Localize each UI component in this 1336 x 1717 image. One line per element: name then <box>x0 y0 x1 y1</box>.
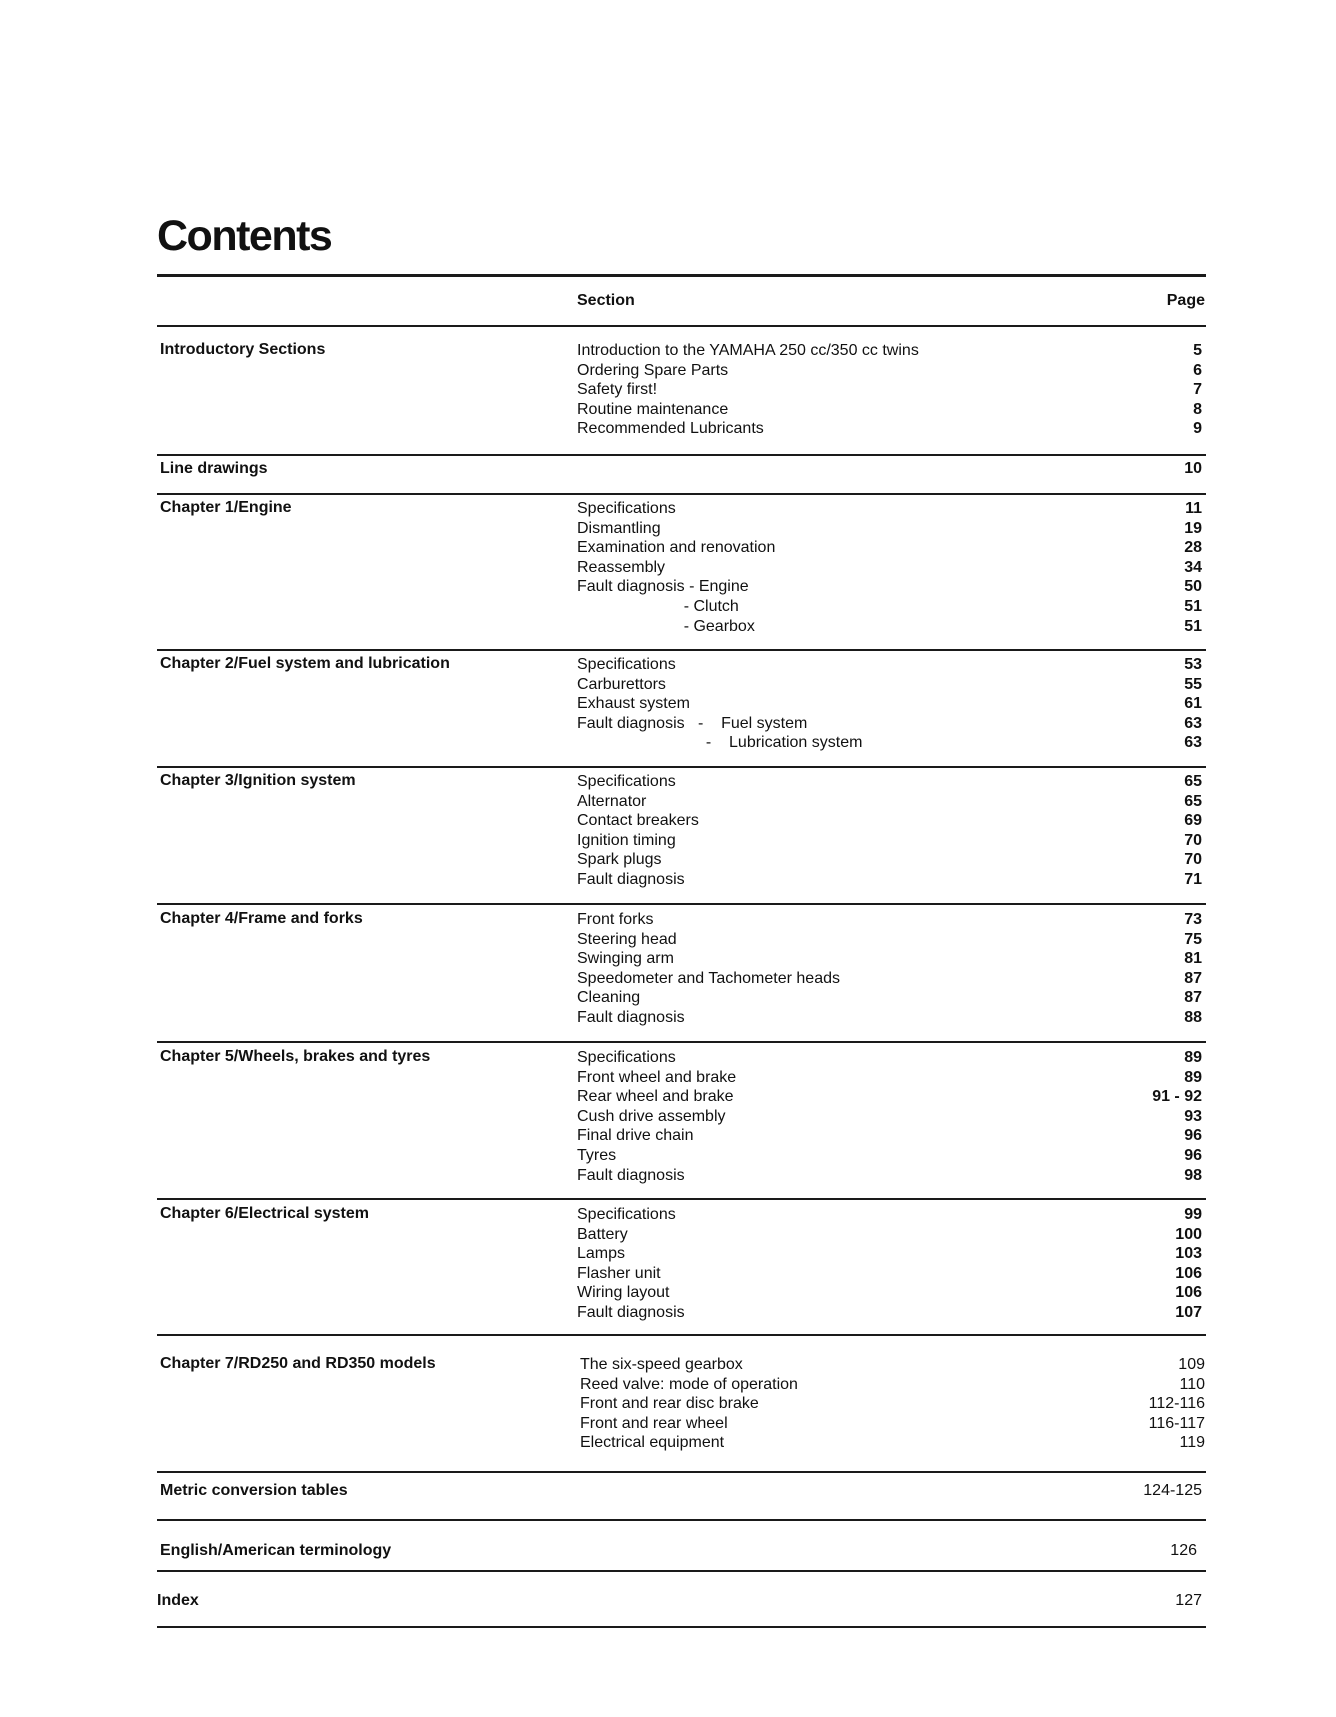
entry-page: 87 <box>1184 989 1202 1007</box>
toc-entry <box>577 850 1206 870</box>
entry-title: Examination and renovation <box>577 539 776 557</box>
entry-title: Recommended Lubricants <box>577 420 764 438</box>
toc-entry <box>577 930 1206 950</box>
toc-entry <box>577 714 1206 734</box>
group-divider <box>157 1041 1206 1043</box>
toc-entry <box>577 831 1206 851</box>
group-divider <box>157 766 1206 768</box>
entry-page: 53 <box>1184 656 1202 673</box>
toc-entry <box>577 1283 1206 1303</box>
group-divider <box>157 1519 1206 1521</box>
entry-page: 107 <box>1175 1303 1202 1321</box>
toc-entry <box>577 558 1206 578</box>
entry-title: Contact breakers <box>577 812 699 830</box>
entry-page: 110 <box>1179 1375 1205 1393</box>
entry-title: Exhaust system <box>577 695 690 713</box>
entry-page: 63 <box>1184 714 1202 732</box>
group-label: Chapter 5/Wheels, brakes and tyres <box>160 1048 431 1065</box>
group-label: Introductory Sections <box>160 341 326 358</box>
entry-title: Front forks <box>577 911 654 928</box>
toc-entry <box>577 655 1206 675</box>
entry-title: Spark plugs <box>577 851 662 869</box>
entry-page: 34 <box>1184 558 1202 576</box>
toc-entry <box>577 1244 1206 1264</box>
entry-title: Battery <box>577 1225 628 1243</box>
entry-page: 87 <box>1184 969 1202 987</box>
group-divider <box>157 1570 1206 1572</box>
entry-page: 106 <box>1175 1284 1202 1302</box>
toc-entry <box>577 1146 1206 1166</box>
entry-title: Swinging arm <box>577 950 674 968</box>
header-bottom-rule <box>157 325 1206 327</box>
group-divider <box>157 1334 1206 1336</box>
page-bottom-rule <box>157 1626 1206 1628</box>
entry-page: 75 <box>1184 930 1202 948</box>
entry-page: 112-116 <box>1148 1395 1205 1413</box>
entry-title: Wiring layout <box>577 1284 670 1302</box>
entry-title: Fault diagnosis - Fuel system <box>577 714 808 732</box>
entry-page: 100 <box>1175 1225 1202 1243</box>
toc-entry <box>577 1225 1206 1245</box>
toc-entry <box>577 910 1206 930</box>
group-divider <box>157 903 1206 905</box>
entry-page: 73 <box>1184 911 1202 928</box>
toc-entry <box>577 870 1206 890</box>
entry-title: Fault diagnosis - Engine <box>577 578 749 596</box>
entry-page: 50 <box>1184 578 1202 596</box>
toc-entry <box>580 1375 1209 1395</box>
toc-entry <box>577 733 1206 753</box>
entry-page: 61 <box>1184 695 1202 713</box>
entry-title: Reassembly <box>577 558 666 576</box>
entry-page: 89 <box>1184 1068 1202 1086</box>
entry-page: 63 <box>1184 734 1202 752</box>
toc-entry <box>577 577 1206 597</box>
entry-title: Lamps <box>577 1245 626 1263</box>
toc-entry <box>577 1303 1206 1323</box>
entry-page: 89 <box>1184 1049 1202 1066</box>
header-top-rule <box>157 274 1206 277</box>
entry-title: Electrical equipment <box>580 1434 725 1452</box>
entry-title: Safety first! <box>577 381 658 399</box>
entry-title: Ignition timing <box>577 831 676 849</box>
entry-title: Steering head <box>577 930 677 948</box>
entry-page: 88 <box>1184 1008 1202 1026</box>
entry-page: 8 <box>1193 400 1202 418</box>
entry-title: Ordering Spare Parts <box>577 361 729 379</box>
toc-entry <box>577 341 1206 361</box>
entry-page: 5 <box>1193 342 1202 359</box>
toc-entry <box>577 1107 1206 1127</box>
entry-title: Speedometer and Tachometer heads <box>577 969 840 987</box>
entry-title: Cush drive assembly <box>577 1107 726 1125</box>
toc-entry <box>580 1414 1209 1434</box>
entry-title: Specifications <box>577 500 676 517</box>
entry-page: 119 <box>1179 1434 1205 1452</box>
entry-page: 103 <box>1175 1245 1202 1263</box>
toc-entry <box>577 499 1206 519</box>
group-label: Metric conversion tables <box>160 1482 348 1499</box>
toc-entry <box>577 617 1206 637</box>
toc-entry <box>577 419 1206 439</box>
entry-page: 109 <box>1178 1356 1205 1373</box>
group-page: 126 <box>1170 1542 1197 1559</box>
group-page: 10 <box>1184 460 1202 477</box>
entry-page: 91 - 92 <box>1152 1088 1202 1106</box>
toc-entry <box>577 597 1206 617</box>
entry-title: Specifications <box>577 773 676 790</box>
toc-entry <box>577 1166 1206 1186</box>
toc-entry <box>577 1126 1206 1146</box>
entry-title: - Lubrication system <box>577 734 863 752</box>
entry-title: Routine maintenance <box>577 400 729 418</box>
entry-page: 93 <box>1184 1107 1202 1125</box>
group-label: Chapter 1/Engine <box>160 499 292 516</box>
entry-page: 116-117 <box>1148 1414 1205 1432</box>
entry-title: Tyres <box>577 1146 617 1164</box>
entry-title: Specifications <box>577 1049 676 1066</box>
toc-entry <box>577 811 1206 831</box>
toc-entry <box>577 988 1206 1008</box>
entry-title: Fault diagnosis <box>577 1303 685 1321</box>
entry-title: Front and rear wheel <box>580 1414 728 1432</box>
entry-page: 65 <box>1184 773 1202 790</box>
entry-page: 19 <box>1184 519 1202 537</box>
section-column-header: Section <box>577 292 635 309</box>
entry-title: Alternator <box>577 792 647 810</box>
entry-page: 69 <box>1184 812 1202 830</box>
page-title: Contents <box>157 212 332 260</box>
page-column-header: Page <box>1166 292 1205 309</box>
entry-page: 99 <box>1184 1206 1202 1223</box>
entry-title: Front wheel and brake <box>577 1068 737 1086</box>
group-divider <box>157 649 1206 651</box>
group-divider <box>157 1198 1206 1200</box>
entry-title: Front and rear disc brake <box>580 1395 759 1413</box>
entry-page: 96 <box>1184 1146 1202 1164</box>
entry-page: 71 <box>1184 870 1202 888</box>
entry-title: - Clutch <box>577 597 739 615</box>
group-divider <box>157 454 1206 456</box>
toc-entry <box>577 1264 1206 1284</box>
group-label: Chapter 6/Electrical system <box>160 1205 369 1222</box>
toc-entry <box>580 1355 1209 1375</box>
entry-page: 9 <box>1193 420 1202 438</box>
entry-title: Reed valve: mode of operation <box>580 1375 798 1393</box>
toc-entry <box>577 1048 1206 1068</box>
toc-entry <box>577 792 1206 812</box>
entry-title: Rear wheel and brake <box>577 1088 734 1106</box>
entry-title: Fault diagnosis <box>577 1008 685 1026</box>
entry-page: 55 <box>1184 675 1202 693</box>
toc-entry <box>577 1008 1206 1028</box>
toc-entry <box>577 694 1206 714</box>
group-label: Chapter 7/RD250 and RD350 models <box>160 1355 436 1372</box>
toc-entry <box>580 1394 1209 1414</box>
group-label: Chapter 3/Ignition system <box>160 772 356 789</box>
group-page: 127 <box>1175 1592 1202 1609</box>
group-divider <box>157 493 1206 495</box>
entry-title: Carburettors <box>577 675 666 693</box>
entry-page: 70 <box>1184 851 1202 869</box>
toc-entry <box>577 772 1206 792</box>
entry-title: Fault diagnosis <box>577 1166 685 1184</box>
entry-page: 70 <box>1184 831 1202 849</box>
group-label: Index <box>157 1592 199 1609</box>
entry-page: 96 <box>1184 1127 1202 1145</box>
entry-page: 98 <box>1184 1166 1202 1184</box>
toc-entry <box>577 538 1206 558</box>
toc-entry <box>580 1433 1209 1453</box>
group-label: Chapter 4/Frame and forks <box>160 910 363 927</box>
entry-page: 51 <box>1184 617 1202 635</box>
entry-title: - Gearbox <box>577 617 755 635</box>
toc-entry <box>577 949 1206 969</box>
entry-title: Introduction to the YAMAHA 250 cc/350 cc twins <box>577 342 919 359</box>
entry-title: Fault diagnosis <box>577 870 685 888</box>
toc-entry <box>577 675 1206 695</box>
entry-page: 7 <box>1193 381 1202 399</box>
toc-entry <box>577 1205 1206 1225</box>
toc-entry <box>577 969 1206 989</box>
entry-title: Final drive chain <box>577 1127 694 1145</box>
entry-title: Dismantling <box>577 519 661 537</box>
toc-entry <box>577 519 1206 539</box>
group-label: English/American terminology <box>160 1542 392 1559</box>
toc-entry <box>577 400 1206 420</box>
entry-title: Cleaning <box>577 989 641 1007</box>
entry-page: 6 <box>1193 361 1202 379</box>
entry-title: Specifications <box>577 1206 676 1223</box>
entry-page: 28 <box>1184 539 1202 557</box>
toc-entry <box>577 1087 1206 1107</box>
group-label: Chapter 2/Fuel system and lubrication <box>160 655 450 672</box>
entry-page: 11 <box>1185 500 1202 517</box>
toc-entry <box>577 380 1206 400</box>
toc-entry <box>577 361 1206 381</box>
entry-title: Flasher unit <box>577 1264 661 1282</box>
entry-page: 51 <box>1184 597 1202 615</box>
entry-page: 106 <box>1175 1264 1202 1282</box>
entry-title: Specifications <box>577 656 676 673</box>
toc-entry <box>577 1068 1206 1088</box>
group-label: Line drawings <box>160 460 268 477</box>
entry-page: 65 <box>1184 792 1202 810</box>
group-divider <box>157 1471 1206 1473</box>
entry-title: The six-speed gearbox <box>580 1356 743 1373</box>
group-page: 124-125 <box>1143 1482 1202 1499</box>
entry-page: 81 <box>1184 950 1202 968</box>
